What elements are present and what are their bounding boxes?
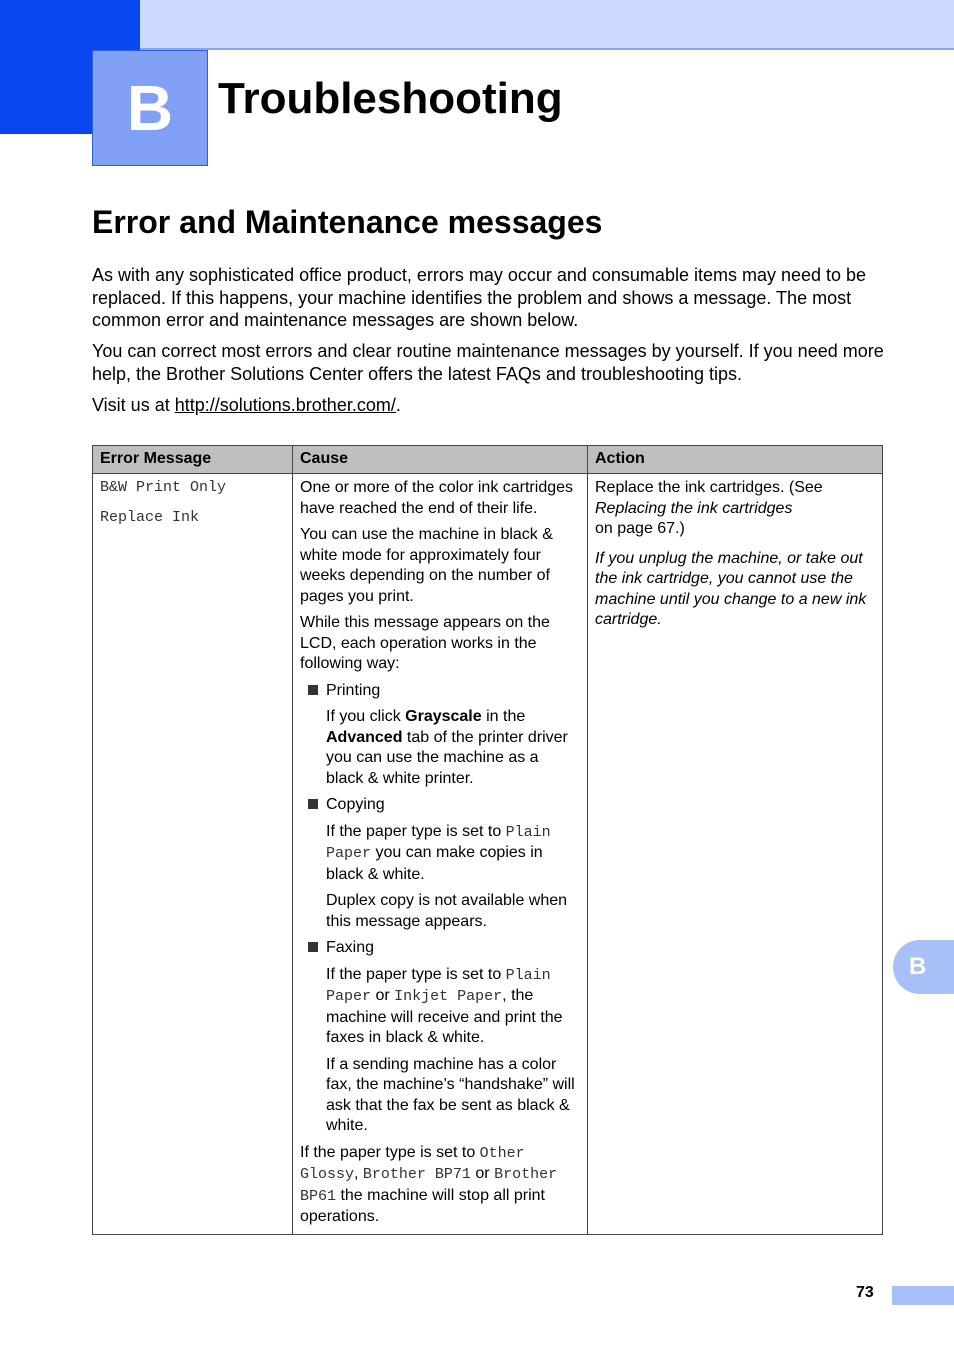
final-t1: If the paper type is set to bbox=[300, 1143, 480, 1161]
section-title: Error and Maintenance messages bbox=[92, 204, 603, 240]
bullet-copying-label: Copying bbox=[326, 796, 385, 813]
replacing-ink-cartridges-reference: Replacing the ink cartridges bbox=[595, 499, 793, 517]
page-number: 73 bbox=[856, 1284, 874, 1301]
square-bullet-icon bbox=[308, 799, 318, 809]
action-t2: on page 67.) bbox=[595, 520, 685, 537]
advanced-label: Advanced bbox=[326, 728, 403, 746]
faxing-text bbox=[326, 965, 580, 1049]
cause-p2: You can use the machine in black & white mode for approximately four weeks depending on the number of pages you print. bbox=[300, 526, 553, 605]
visit-suffix: . bbox=[395, 395, 401, 415]
faxing-t2: or bbox=[371, 987, 395, 1004]
plain-paper-setting: Plain Paper bbox=[326, 823, 551, 862]
action-note: If you unplug the machine, or take out the ink cartridge, you cannot use the machine until you change to a new ink cartridge. bbox=[595, 549, 867, 628]
table-row bbox=[93, 474, 883, 1235]
cause-p3: While this message appears on the LCD, each operation works in the following way: bbox=[300, 614, 550, 672]
bullet-printing-label: Printing bbox=[326, 681, 381, 699]
action-cell bbox=[588, 474, 883, 1235]
printing-t1: If you click bbox=[326, 708, 406, 725]
grayscale-label: Grayscale bbox=[405, 708, 482, 725]
copying-t1: If the paper type is set to bbox=[326, 822, 506, 840]
chapter-side-tab bbox=[893, 940, 954, 994]
duplex-copy-note: Duplex copy is not available when this message appears. bbox=[326, 892, 568, 930]
visit-line bbox=[92, 394, 892, 417]
header-band bbox=[140, 0, 954, 50]
bullet-faxing-label: Faxing bbox=[326, 939, 375, 956]
plain-paper-setting: Plain Paper bbox=[326, 966, 551, 1005]
chapter-title: Troubleshooting bbox=[218, 74, 563, 123]
action-t1: Replace the ink cartridges. (See bbox=[595, 479, 823, 496]
visit-prefix: Visit us at bbox=[92, 395, 175, 415]
header-action: Action bbox=[588, 446, 883, 474]
header-error-message: Error Message bbox=[93, 446, 293, 474]
final-t3: or bbox=[470, 1165, 495, 1182]
side-tab-letter: B bbox=[909, 953, 927, 980]
handshake-note: If a sending machine has a color fax, the machine’s “handshake” will ask that the fax be sent as black & white. bbox=[326, 1055, 575, 1134]
inkjet-paper-setting: Inkjet Paper bbox=[394, 988, 503, 1005]
faxing-t3: , the machine will receive and print the faxes in black & white. bbox=[326, 987, 563, 1046]
faxing-t1: If the paper type is set to bbox=[326, 965, 506, 983]
cause-cell bbox=[293, 474, 588, 1235]
chapter-letter-box bbox=[92, 50, 208, 166]
page-number-bar bbox=[892, 1286, 954, 1305]
printing-t2: in the bbox=[481, 708, 526, 725]
final-t2: , bbox=[354, 1165, 363, 1182]
printing-text bbox=[326, 707, 580, 789]
other-glossy-setting: Other Glossy bbox=[300, 1144, 525, 1183]
final-t4: the machine will stop all print operations. bbox=[300, 1186, 545, 1225]
brother-bp61-setting: Brother BP61 bbox=[300, 1166, 558, 1205]
intro-paragraph-2: You can correct most errors and clear routine maintenance messages by yourself. If you need more help, the Brother Solutions Center offers the latest FAQs and troubleshooting tips. bbox=[92, 341, 884, 384]
error-message-cell bbox=[93, 474, 293, 1235]
error-message-table bbox=[92, 445, 883, 1235]
brother-bp71-setting: Brother BP71 bbox=[362, 1166, 471, 1183]
header-cause: Cause bbox=[293, 446, 588, 474]
table-header-row bbox=[93, 446, 883, 474]
error-message-replace-ink: Replace Ink bbox=[100, 508, 200, 526]
copying-t2: you can make copies in black & white. bbox=[326, 844, 543, 883]
error-message-bw-print-only: B&W Print Only bbox=[100, 479, 227, 496]
square-bullet-icon bbox=[308, 685, 318, 695]
solutions-link[interactable]: http://solutions.brother.com/ bbox=[174, 395, 396, 415]
copying-text bbox=[326, 822, 580, 886]
bullet-printing bbox=[308, 681, 580, 702]
chapter-letter: B bbox=[126, 72, 174, 144]
bullet-copying bbox=[308, 795, 580, 816]
cause-p1: One or more of the color ink cartridges have reached the end of their life. bbox=[300, 479, 574, 517]
intro-paragraph-1: As with any sophisticated office product, errors may occur and consumable items may need to be replaced. If this happens, your machine identifies the problem and shows a message. The most common error and maintenance messages are shown below. bbox=[92, 265, 867, 330]
bullet-faxing bbox=[308, 938, 580, 959]
printing-t3: tab of the printer driver you can use the machine as a black & white printer. bbox=[326, 728, 568, 787]
action-replace bbox=[595, 478, 875, 540]
square-bullet-icon bbox=[308, 942, 318, 952]
cause-final bbox=[300, 1143, 580, 1228]
